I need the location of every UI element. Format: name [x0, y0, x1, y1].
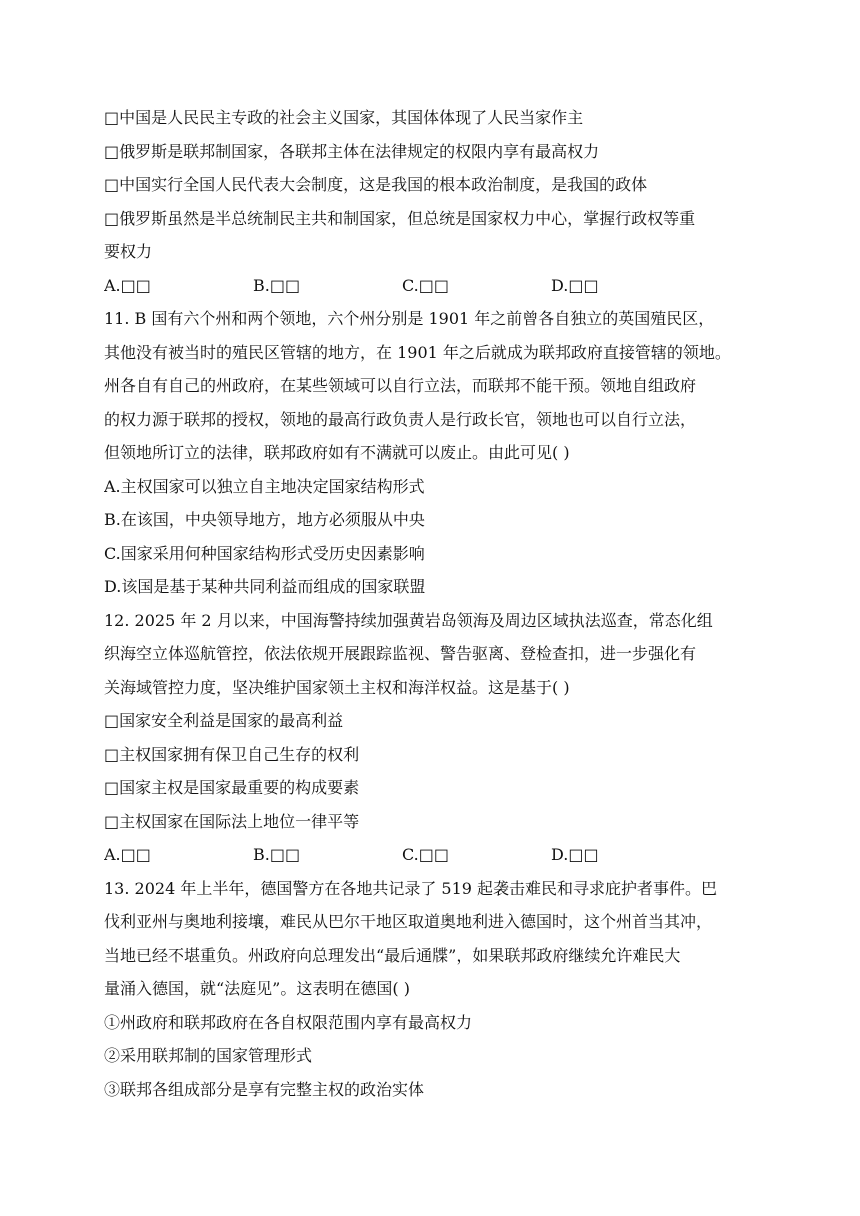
question-content: [104, 101, 784, 1106]
statement-line: □中国实行全国人民代表大会制度，这是我国的根本政治制度，是我国的政体: [104, 175, 648, 194]
question-stem-line: 12. 2025 年 2 月以来，中国海警持续加强黄岩岛领海及周边区域执法巡查，常态化组: [104, 610, 713, 630]
question-stem-line: 11. B 国有六个州和两个领地，六个州分别是 1901 年之前曾各自独立的英国殖民区，: [104, 309, 715, 328]
statement-line: □俄罗斯是联邦制国家，各联邦主体在法律规定的权限内享有最高权力: [104, 141, 600, 161]
statement-line: 要权力: [104, 242, 153, 261]
option-a: A.□□: [104, 275, 151, 295]
statement-line: □主权国家拥有保卫自己生存的权利: [104, 744, 360, 764]
option-b: B.在该国，中央领导地方，地方必须服从中央: [104, 510, 425, 529]
question-11: [104, 302, 784, 604]
answer-options: [104, 838, 784, 872]
option-d: D.该国是基于某种共同利益而组成的国家联盟: [104, 577, 426, 596]
option-b: B.□□: [253, 275, 301, 295]
statement-line: □国家主权是国家最重要的构成要素: [104, 778, 360, 797]
statement-line: □俄罗斯虽然是半总统制民主共和制国家，但总统是国家权力中心，掌握行政权等重: [104, 208, 696, 228]
statement-line: □国家安全利益是国家的最高利益: [104, 711, 344, 730]
option-a: A.主权国家可以独立自主地决定国家结构形式: [104, 476, 425, 496]
statement-line: □中国是人民民主专政的社会主义国家，其国体体现了人民当家作主: [104, 108, 584, 127]
question-stem-line: 量涌入德国，就“法庭见”。这表明在德国( ): [104, 979, 410, 998]
answer-options: [104, 269, 784, 303]
statement-line: □主权国家在国际法上地位一律平等: [104, 811, 360, 831]
question-10: [104, 101, 784, 302]
option-d: D.□□: [551, 845, 599, 864]
option-a: A.□□: [104, 845, 151, 864]
question-stem-line: 其他没有被当时的殖民区管辖的地方，在 1901 年之后就成为联邦政府直接管辖的领地。: [104, 342, 731, 362]
option-c: C.□□: [402, 275, 449, 295]
question-stem-line: 州各自有自己的州政府，在某些领域可以自行立法，而联邦不能干预。领地自组政府: [104, 376, 697, 395]
statement-line: ①州政府和联邦政府在各自权限范围内享有最高权力: [104, 1012, 473, 1032]
option-d: D.□□: [551, 275, 599, 295]
question-stem-line: 13. 2024 年上半年，德国警方在各地共记录了 519 起袭击难民和寻求庇护者事件。巴: [104, 878, 718, 898]
question-stem-line: 当地已经不堪重负。州政府向总理发出“最后通牒”，如果联邦政府继续允许难民大: [104, 945, 681, 965]
option-c: C.国家采用何种国家结构形式受历史因素影响: [104, 543, 425, 563]
option-c: C.□□: [402, 845, 449, 864]
question-stem-line: 关海域管控力度，坚决维护国家领土主权和海洋权益。这是基于( ): [104, 677, 570, 697]
question-stem-line: 伐利亚州与奥地利接壤，难民从巴尔干地区取道奥地利进入德国时，这个州首当其冲，: [104, 912, 713, 931]
statement-line: ③联邦各组成部分是享有完整主权的政治实体: [104, 1079, 425, 1099]
statement-line: ②采用联邦制的国家管理形式: [104, 1046, 313, 1065]
question-13: [104, 872, 784, 1107]
question-stem-line: 但领地所订立的法律，联邦政府如有不满就可以废止。由此可见( ): [104, 443, 570, 462]
question-stem-line: 织海空立体巡航管控，依法依规开展跟踪监视、警告驱离、登检查扣，进一步强化有: [104, 644, 697, 663]
question-12: [104, 604, 784, 872]
question-stem-line: 的权力源于联邦的授权，领地的最高行政负责人是行政长官，领地也可以自行立法，: [104, 409, 697, 429]
option-b: B.□□: [253, 845, 301, 864]
